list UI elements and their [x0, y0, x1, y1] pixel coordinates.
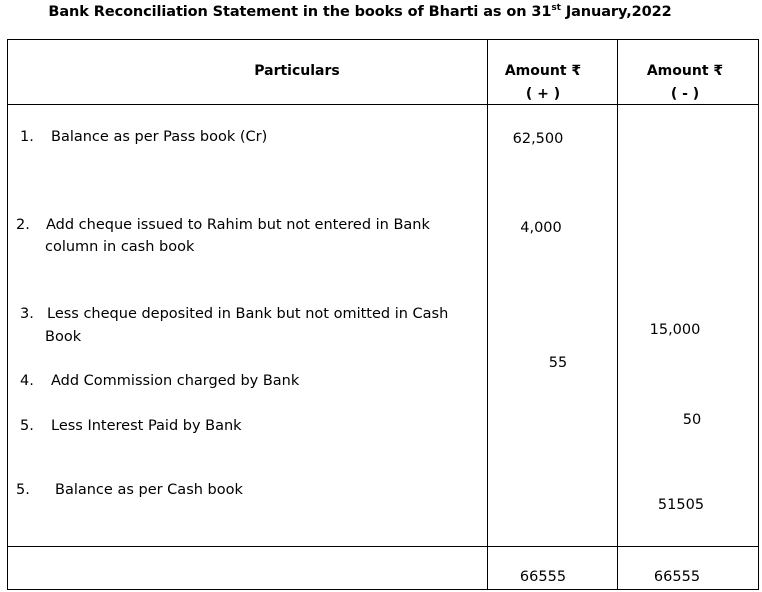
header-amount-plus — [488, 60, 598, 106]
row-2-number: 2. — [16, 217, 30, 233]
row-6-amount-minus: 51505 — [657, 497, 705, 513]
total-amount-plus: 66555 — [519, 569, 567, 585]
column-divider-2 — [617, 39, 618, 590]
row-6-description: Balance as per Cash book — [55, 482, 243, 498]
title-suffix: January,2022 — [560, 4, 672, 20]
row-3-description-line1: Less cheque deposited in Bank but not omitted in Cash — [47, 306, 449, 322]
row-1-number: 1. — [20, 129, 34, 145]
title-prefix: Bank Reconciliation Statement in the books of Bharti as on 31 — [48, 4, 552, 20]
row-2-amount-plus: 4,000 — [520, 220, 562, 236]
header-particulars: Particulars — [254, 63, 340, 79]
column-divider-1 — [487, 39, 488, 590]
header-amount-plus-sign: ( + ) — [525, 86, 561, 102]
row-4-number: 4. — [20, 373, 34, 389]
row-6-number: 5. — [16, 482, 30, 498]
row-2-description-line1: Add cheque issued to Rahim but not entered in Bank — [46, 217, 430, 233]
title-superscript: st — [551, 3, 561, 13]
row-4-amount-plus: 55 — [548, 355, 568, 371]
row-2-description-line2: column in cash book — [45, 239, 195, 255]
statement-title — [0, 4, 720, 20]
header-amount-minus-label: Amount ₹ — [646, 63, 724, 79]
header-amount-minus-sign: ( - ) — [670, 86, 700, 102]
row-3-number: 3. — [20, 306, 34, 322]
total-amount-minus: 66555 — [653, 569, 701, 585]
row-1-description: Balance as per Pass book (Cr) — [51, 129, 268, 145]
totals-divider — [7, 546, 759, 547]
row-5-number: 5. — [20, 418, 34, 434]
header-amount-minus — [620, 60, 750, 106]
row-4-description: Add Commission charged by Bank — [51, 373, 300, 389]
row-1-amount-plus: 62,500 — [512, 131, 564, 147]
row-3-amount-minus: 15,000 — [649, 322, 701, 338]
header-amount-plus-label: Amount ₹ — [504, 63, 582, 79]
row-5-amount-minus: 50 — [682, 412, 702, 428]
row-5-description: Less Interest Paid by Bank — [51, 418, 242, 434]
row-3-description-line2: Book — [45, 329, 82, 345]
